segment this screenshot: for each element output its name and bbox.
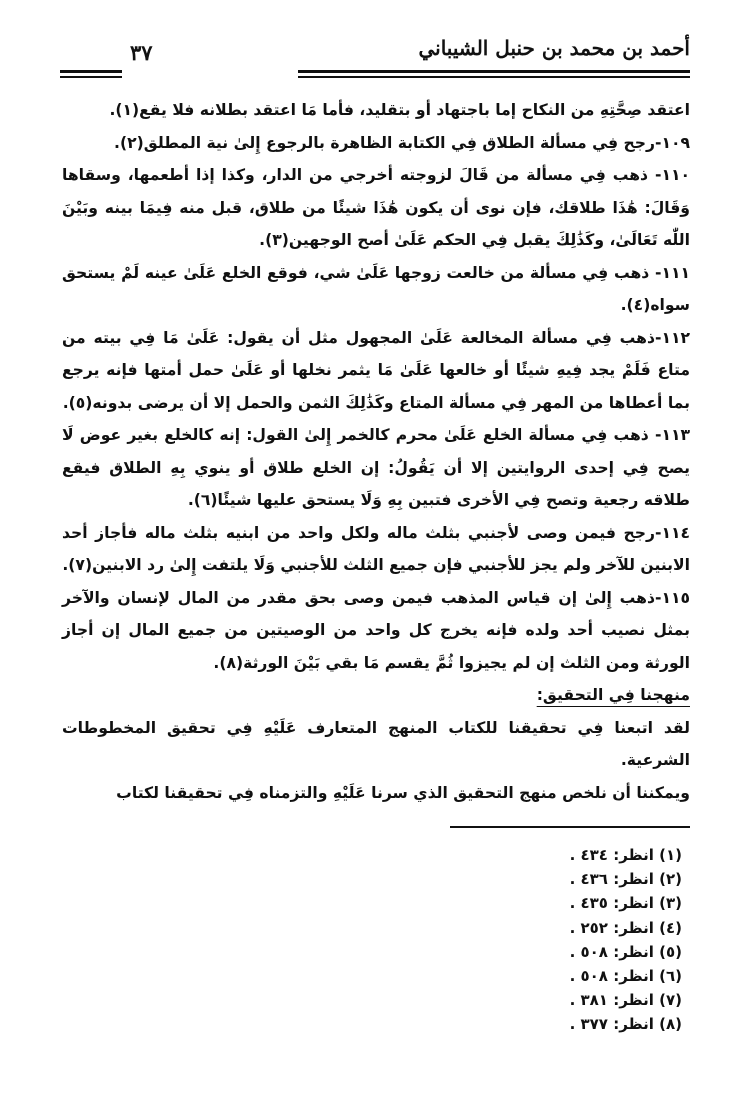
paragraph-111: ١١١- ذهب فِي مسألة من خالعت زوجها عَلَىٰ شي، فوقع الخلع عَلَىٰ عينه لَمْ يستحق سواه(٤). xyxy=(62,263,690,314)
footnotes xyxy=(482,843,682,1037)
paragraph-114: ١١٤-رجح فيمن وصى لأجنبي بثلث ماله ولكل واحد من ابنيه بثلث ماله فأجاز أحد الابنين للآخر ولم يجز للأجنبي فإن جميع الثلث للأجنبي وَلَا يلتفت إِلىٰ رد الابنين(٧). xyxy=(62,523,690,574)
header-rule-right-lower xyxy=(298,76,690,78)
footnote: (٥) انظر: ٥٠٨ . xyxy=(569,942,682,961)
paragraph: اعتقد صِحَّتِهِ من النكاح إما باجتهاد أو بتقليد، فأما مَا اعتقد بطلانه فلا يقع(١). xyxy=(109,101,690,119)
footnote: (٦) انظر: ٥٠٨ . xyxy=(569,967,682,986)
running-title: أحمد بن محمد بن حنبل الشيباني xyxy=(418,36,690,60)
header-rule-left-lower xyxy=(60,76,122,78)
footnote: (٧) انظر: ٣٨١ . xyxy=(569,991,682,1010)
footnote: (٨) انظر: ٣٧٧ . xyxy=(569,1015,682,1034)
paragraph-110: ١١٠- ذهب فِي مسألة من قَالَ لزوجته أخرجي من الدار، وكذا إذا أطعمها، وسقاها وَقَالَ: هَٰذَا طلاقك، فإن نوى أن يكون هَٰذَا شيئًا من طلاق، قبل منه فِيمَا بينه وبَيْنَ اللّٰه تَعَالَىٰ، وكَذَٰلِكَ يقبل فِي الحكم عَلَىٰ أصح الوجهين(٣). xyxy=(62,166,690,249)
page-header xyxy=(60,36,690,80)
paragraph-115: ١١٥-ذهب إِلىٰ إن قياس المذهب فيمن وصى بحق مقدر من المال لإنسان والآخر بمثل نصيب أحد ولده فإنه يخرج كل واحد من الوصيتين من جميع المال إن أجاز الورثة ومن الثلث إن لم يجيزوا ثُمَّ يقسم مَا بقي بَيْنَ الورثة(٨). xyxy=(62,588,690,672)
footnote: (١) انظر: ٤٣٤ . xyxy=(569,846,682,864)
footnote: (٣) انظر: ٤٣٥ . xyxy=(569,894,682,913)
paragraph-113: ١١٣- ذهب فِي مسألة الخلع عَلَىٰ محرم كالخمر إِلىٰ القول: إنه كالخلع بغير عوض لَا يصح فِي إحدى الروايتين إلا أن يَقُولُ: إن الخلع طلاق أو ينوي بِهِ الطلاق فيقع طلاقه رجعية وتصح فِي الأخرى فتبين بِهِ وَلَا يستحق عليها شيئًا(٦). xyxy=(62,426,690,509)
header-rule-right xyxy=(298,70,690,73)
footnote-separator xyxy=(450,826,690,828)
section-heading: منهجنا فِي التحقيق: xyxy=(536,686,690,704)
paragraph-method-1: لقد اتبعنا فِي تحقيقنا للكتاب المنهج المتعارف عَلَيْهِ فِي تحقيق المخطوطات الشرعية. xyxy=(62,718,690,769)
paragraph-109: ١٠٩-رجح فِي مسألة الطلاق فِي الكتابة الظاهرة بالرجوع إِلىٰ نية المطلق(٢). xyxy=(114,133,690,152)
paragraph-112: ١١٢-ذهب فِي مسألة المخالعة عَلَىٰ المجهول مثل أن يقول: عَلَىٰ مَا فِي بيته من متاع فَلَمْ يجد فِيهِ شيئًا أو خالعها عَلَىٰ مَا يثمر نخلها أو عَلَىٰ حمل أمتها فإنه يرجع بما أعطاها من المهر فِي مسألة المتاع وكَذَٰلِكَ الثمن والحمل إلا أن يرضى بدونه(٥). xyxy=(62,328,690,412)
paragraph-method-2: ويمكننا أن نلخص منهج التحقيق الذي سرنا عَلَيْهِ والتزمناه فِي تحقيقنا لكتاب xyxy=(116,783,690,802)
header-rule-left xyxy=(60,70,122,73)
main-text xyxy=(62,94,690,809)
page-number: ٣٧ xyxy=(130,40,153,65)
footnote: (٢) انظر: ٤٣٦ . xyxy=(569,870,682,889)
footnote: (٤) انظر: ٢٥٢ . xyxy=(569,918,682,937)
